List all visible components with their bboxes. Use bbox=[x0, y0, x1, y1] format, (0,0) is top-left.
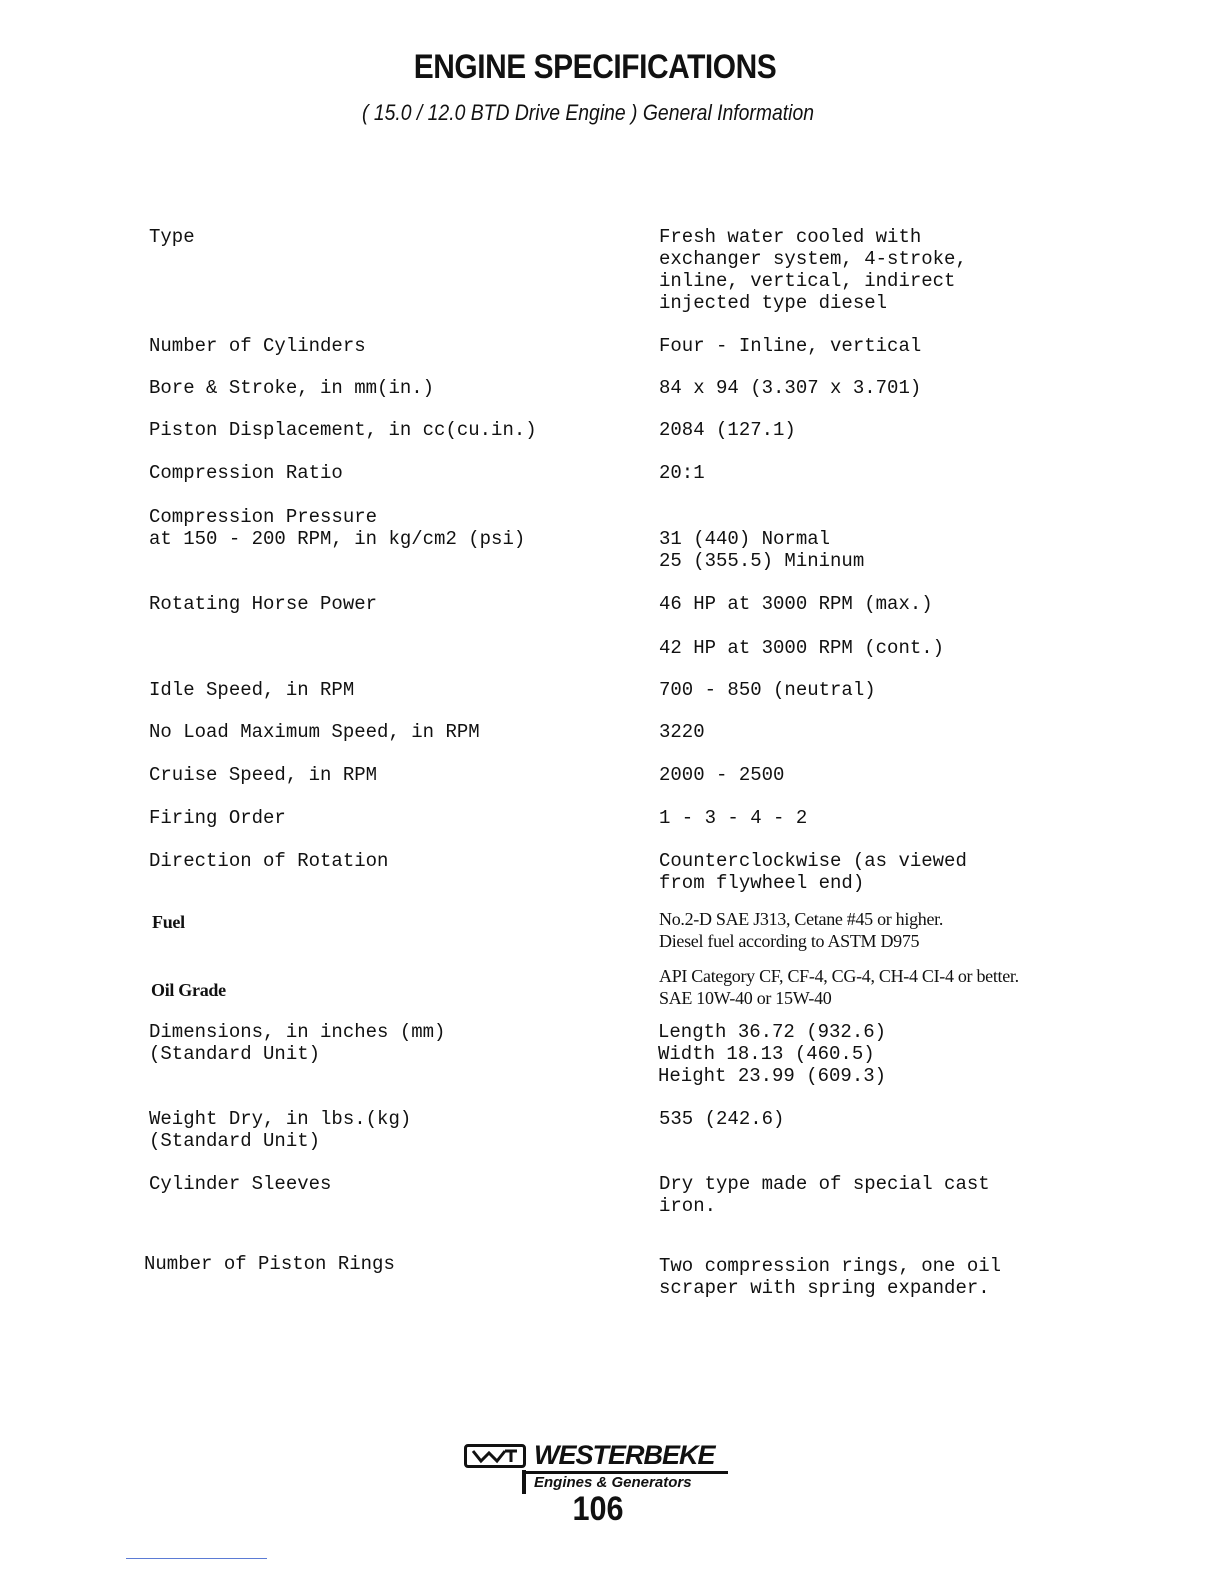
spec-label: Cylinder Sleeves bbox=[149, 1173, 332, 1195]
page-number: 106 bbox=[572, 1490, 624, 1528]
spec-label: Type bbox=[149, 226, 195, 248]
spec-label: Rotating Horse Power bbox=[149, 593, 378, 615]
spec-label: Idle Speed, in RPM bbox=[149, 679, 355, 701]
spec-value: 700 - 850 (neutral) bbox=[659, 679, 876, 701]
spec-value: 31 (440) Normal 25 (355.5) Mininum bbox=[659, 528, 865, 572]
spec-label: Piston Displacement, in cc(cu.in.) bbox=[149, 419, 537, 441]
footer-divider bbox=[126, 1558, 267, 1559]
subtitle-model: ( 15.0 / 12.0 BTD Drive Engine ) bbox=[362, 100, 638, 125]
spec-label: Bore & Stroke, in mm(in.) bbox=[149, 377, 435, 399]
spec-value: API Category CF, CF-4, CG-4, CH-4 CI-4 or better. SAE 10W-40 or 15W-40 bbox=[659, 966, 1019, 1008]
spec-label: Cruise Speed, in RPM bbox=[149, 764, 378, 786]
spec-label: Direction of Rotation bbox=[149, 850, 389, 872]
spec-value: 535 (242.6) bbox=[659, 1108, 785, 1130]
spec-value: Length 36.72 (932.6) Width 18.13 (460.5) Height 23.99 (609.3) bbox=[658, 1021, 887, 1087]
brand-tagline: Engines & Generators bbox=[534, 1474, 692, 1491]
spec-label: No Load Maximum Speed, in RPM bbox=[149, 721, 480, 743]
spec-value: 84 x 94 (3.307 x 3.701) bbox=[659, 377, 922, 399]
spec-value: 20:1 bbox=[659, 462, 705, 484]
spec-value: 46 HP at 3000 RPM (max.) bbox=[659, 593, 933, 615]
spec-label: Oil Grade bbox=[151, 980, 226, 1000]
spec-value: Fresh water cooled with exchanger system, 4-stroke, inline, vertical, indirect injected type diesel bbox=[659, 226, 967, 314]
spec-value: Dry type made of special cast iron. bbox=[659, 1173, 990, 1217]
westerbeke-emblem-icon bbox=[464, 1444, 526, 1468]
spec-label: Number of Cylinders bbox=[149, 335, 366, 357]
spec-label: Fuel bbox=[152, 912, 185, 932]
spec-value: Four - Inline, vertical bbox=[659, 335, 922, 357]
spec-label: Firing Order bbox=[149, 807, 286, 829]
spec-label: Weight Dry, in lbs.(kg) (Standard Unit) bbox=[149, 1108, 412, 1152]
spec-label: Number of Piston Rings bbox=[144, 1253, 395, 1275]
spec-value: No.2-D SAE J313, Cetane #45 or higher. Diesel fuel according to ASTM D975 bbox=[659, 909, 944, 951]
page-title: ENGINE SPECIFICATIONS bbox=[413, 48, 777, 86]
page-subtitle bbox=[71, 100, 1106, 126]
brand-name: WESTERBEKE bbox=[534, 1440, 715, 1470]
spec-label: Dimensions, in inches (mm) (Standard Unit) bbox=[149, 1021, 446, 1065]
spec-label: Compression Ratio bbox=[149, 462, 343, 484]
spec-value: 3220 bbox=[659, 721, 705, 743]
spec-value: Two compression rings, one oil scraper with spring expander. bbox=[659, 1255, 1002, 1299]
spec-value: 1 - 3 - 4 - 2 bbox=[659, 807, 808, 829]
spec-label: Compression Pressure at 150 - 200 RPM, in kg/cm2 (psi) bbox=[149, 506, 526, 550]
spec-value: Counterclockwise (as viewed from flywheel end) bbox=[659, 850, 967, 894]
spec-value: 42 HP at 3000 RPM (cont.) bbox=[659, 637, 945, 659]
subtitle-section: General Information bbox=[642, 100, 814, 125]
spec-value: 2084 (127.1) bbox=[659, 419, 796, 441]
spec-value: 2000 - 2500 bbox=[659, 764, 785, 786]
